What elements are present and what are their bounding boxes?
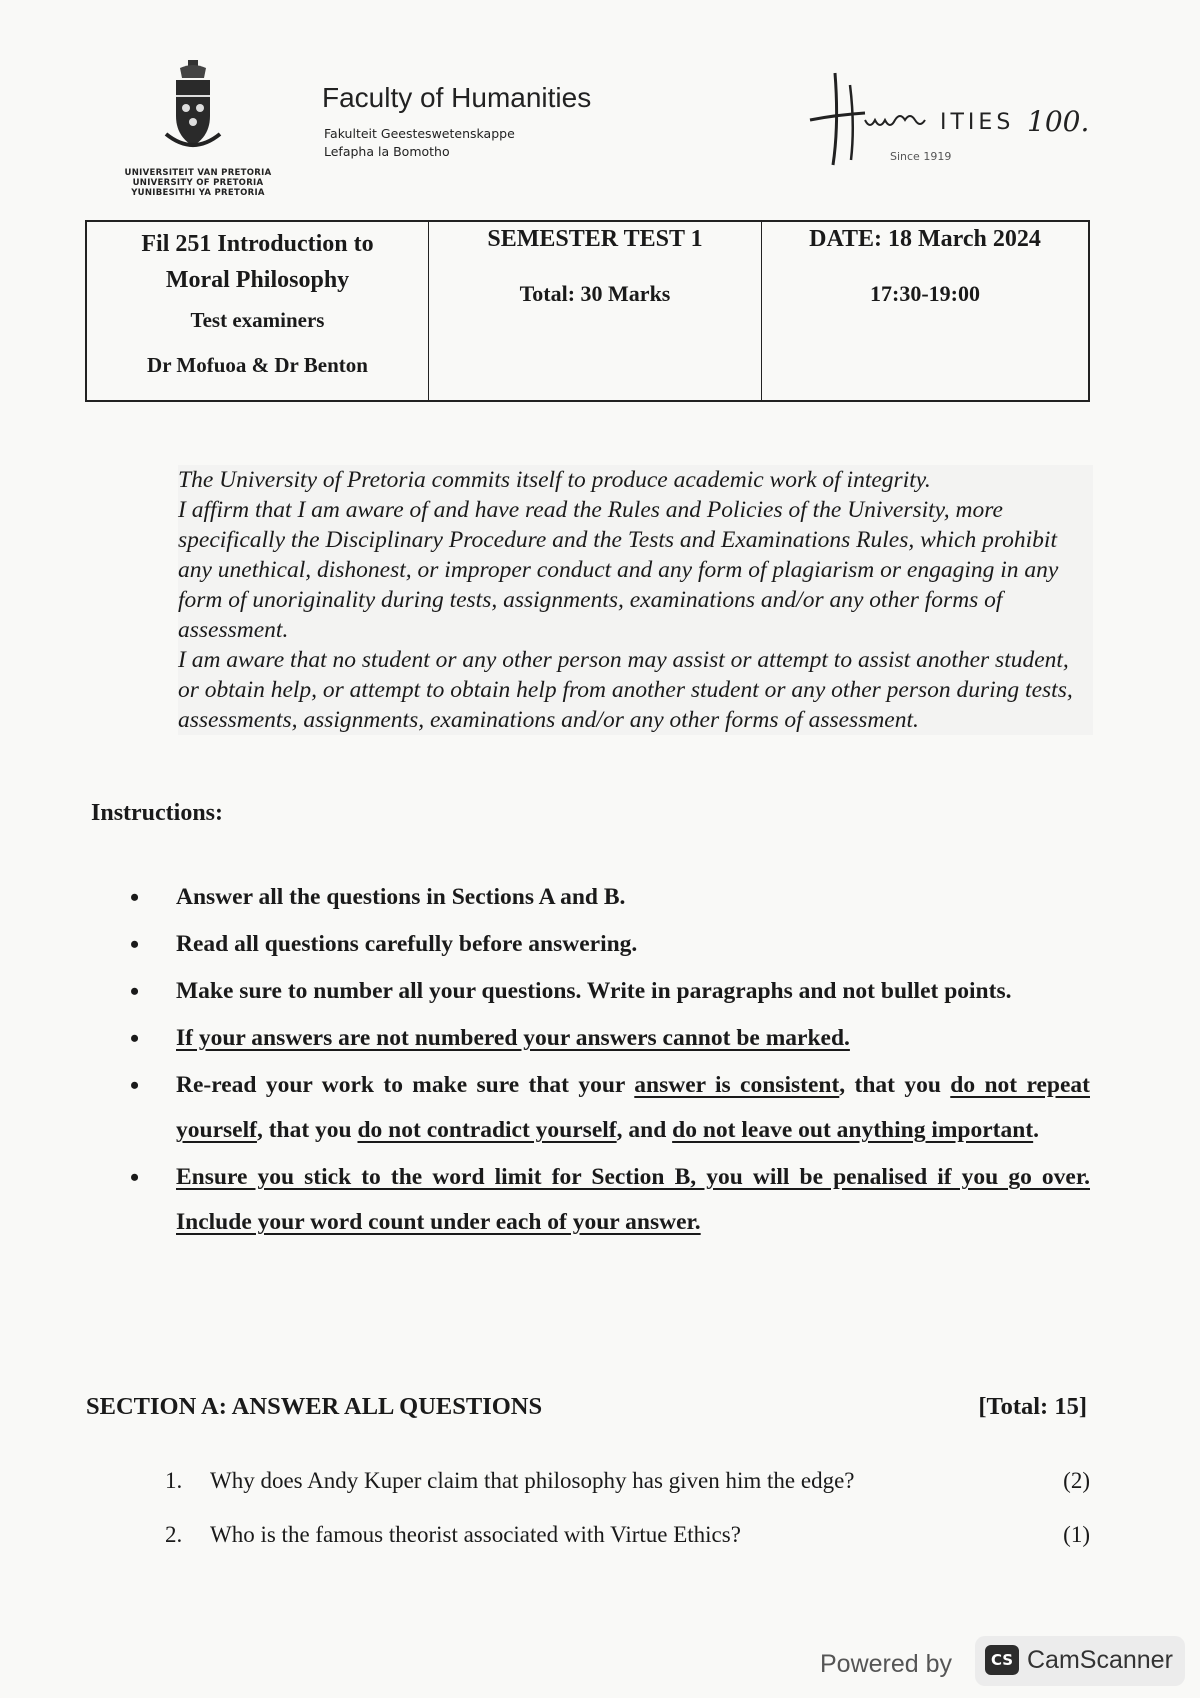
powered-by-label: Powered by: [820, 1650, 953, 1678]
test-date: DATE: 18 March 2024: [809, 226, 1041, 252]
university-name-sepedi: YUNIBESITHI YA PRETORIA: [131, 188, 265, 198]
instructions-heading: Instructions:: [91, 800, 224, 826]
instruction-emphasis: answer is consistent: [634, 1072, 840, 1098]
instruction-emphasis: do not repeat yourself: [176, 1072, 1090, 1143]
instruction-text: , and: [616, 1117, 673, 1143]
test-title: SEMESTER TEST 1: [487, 226, 703, 252]
instruction-item: [130, 969, 1090, 1014]
camscanner-badge: [975, 1636, 1185, 1686]
instruction-text-underlined: Ensure you stick to the word limit for Section B, you will be penalised if you go over. Include your word count under each of your answer.: [176, 1164, 1090, 1235]
section-a-total: [Total: 15]: [978, 1393, 1087, 1420]
course-title-line1: Fil 251 Introduction to: [141, 231, 374, 257]
svg-text:100.: 100.: [1027, 105, 1090, 138]
camscanner-icon: CS: [985, 1645, 1019, 1675]
faculty-subtitle-afrikaans: Fakulteit Geesteswetenskappe: [324, 126, 515, 141]
test-cell: [429, 222, 762, 400]
question-marks: (1): [1063, 1522, 1090, 1547]
instruction-text: , that you: [256, 1117, 358, 1143]
examiners-names: Dr Mofuoa & Dr Benton: [147, 353, 368, 377]
instruction-text: .: [1033, 1117, 1040, 1143]
integrity-declaration: [178, 465, 1093, 735]
university-crest-logo: [158, 56, 228, 156]
test-info-table: [85, 220, 1090, 402]
instruction-item: [130, 1063, 1090, 1153]
instructions-list: [130, 875, 1090, 1247]
instruction-text: , that you: [839, 1072, 951, 1098]
section-a-heading: SECTION A: ANSWER ALL QUESTIONS: [86, 1393, 543, 1420]
question-number: 1.: [165, 1468, 183, 1493]
faculty-subtitle-sepedi: Lefapha la Bomotho: [324, 144, 450, 159]
university-names: [118, 168, 278, 198]
instruction-item: [130, 875, 1090, 920]
humanities-since-label: Since 1919: [890, 150, 952, 163]
declaration-paragraph-1: The University of Pretoria commits itself to produce academic work of integrity.: [178, 467, 931, 493]
instruction-item: [130, 1155, 1090, 1245]
question-marks: (2): [1063, 1468, 1090, 1493]
course-cell: [87, 222, 429, 400]
svg-text:ITIES: ITIES: [940, 110, 1015, 135]
examiners-label: Test examiners: [190, 308, 325, 332]
instruction-emphasis: do not contradict yourself: [357, 1117, 617, 1143]
university-name-afrikaans: UNIVERSITEIT VAN PRETORIA: [124, 168, 272, 178]
humanities-100-logo: [795, 65, 1095, 185]
question-text: Who is the famous theorist associated with Virtue Ethics?: [210, 1522, 741, 1547]
camscanner-name: CamScanner: [1027, 1646, 1173, 1674]
section-a-questions: [165, 1468, 1090, 1576]
test-total-marks: Total: 30 Marks: [519, 281, 671, 306]
instruction-emphasis: do not leave out anything important: [672, 1117, 1034, 1143]
instruction-item: [130, 922, 1090, 967]
instruction-text: Read all questions carefully before answering.: [176, 931, 638, 957]
instruction-item: [130, 1016, 1090, 1061]
instruction-text-underlined: If your answers are not numbered your answers cannot be marked.: [176, 1025, 850, 1051]
question-number: 2.: [165, 1522, 183, 1547]
declaration-paragraph-2: I affirm that I am aware of and have read the Rules and Policies of the University, more specifically the Disciplinary Procedure and the Tests and Examinations Rules, which prohibit any unethical, dishonest, or improper conduct and any form of plagiarism or engaging in any form of unoriginality during tests, assignments, examinations and/or any other forms of assessment.: [178, 497, 1059, 643]
faculty-subtitle: [324, 125, 515, 161]
declaration-paragraph-3: I am aware that no student or any other person may assist or attempt to assist another student, or obtain help, or attempt to obtain help from another student or any other person during tests, assessments, assignments, examinations and/or any other forms of assessment.: [178, 647, 1073, 733]
question-text: Why does Andy Kuper claim that philosophy has given him the edge?: [210, 1468, 855, 1493]
instruction-text: Answer all the questions in Sections A and B.: [176, 884, 626, 910]
university-name-english: UNIVERSITY OF PRETORIA: [132, 178, 264, 188]
date-cell: [762, 222, 1088, 400]
course-title-line2: Moral Philosophy: [165, 267, 350, 293]
instruction-text: Make sure to number all your questions. Write in paragraphs and not bullet points.: [176, 978, 1012, 1004]
instruction-text: Re-read your work to make sure that your: [176, 1072, 635, 1098]
question-row: [165, 1522, 1090, 1576]
test-time: 17:30-19:00: [870, 281, 980, 306]
faculty-title: Faculty of Humanities: [322, 82, 592, 113]
question-row: [165, 1468, 1090, 1522]
